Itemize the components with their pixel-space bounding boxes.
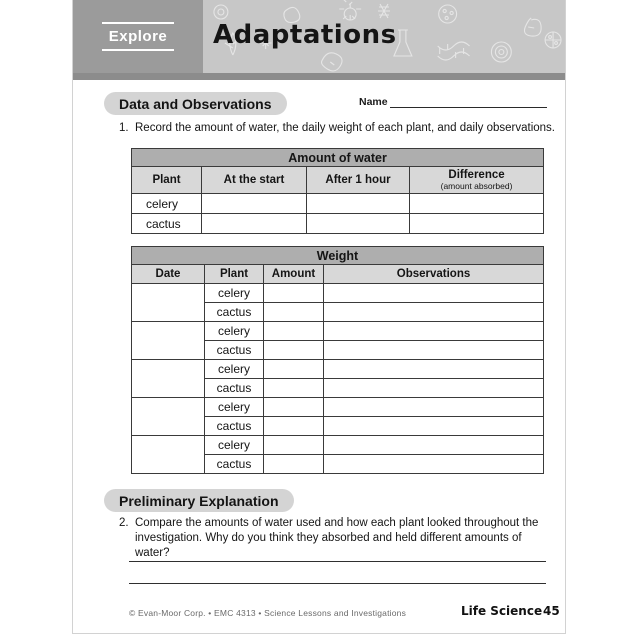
weight-amount-cell — [264, 341, 324, 360]
weight-amount-cell — [264, 417, 324, 436]
weight-observations-cell — [324, 417, 544, 436]
answer-line-1 — [129, 561, 546, 562]
section-preliminary-explanation: Preliminary Explanation — [104, 489, 294, 512]
water-table-title: Amount of water — [132, 149, 544, 167]
difference-subheader: (amount absorbed) — [440, 181, 513, 192]
answer-line-2 — [129, 583, 546, 584]
weight-plant-label: cactus — [205, 379, 264, 398]
weight-plant-label: cactus — [205, 303, 264, 322]
worksheet-title: Adaptations — [213, 20, 397, 50]
weight-plant-label: celery — [205, 360, 264, 379]
weight-amount-cell — [264, 322, 324, 341]
weight-col-date: Date — [132, 265, 205, 284]
weight-plant-label: cactus — [205, 455, 264, 474]
water-cactus-start-cell — [202, 214, 307, 234]
weight-date-cell — [132, 284, 205, 322]
question-2-number: 2. — [119, 517, 129, 529]
amount-of-water-table — [131, 148, 544, 234]
weight-amount-cell — [264, 284, 324, 303]
water-col-at-start: At the start — [202, 167, 307, 194]
subject-category: Life Science — [461, 604, 543, 618]
weight-amount-cell — [264, 303, 324, 322]
weight-date-cell — [132, 322, 205, 360]
weight-observations-cell — [324, 379, 544, 398]
water-row-cactus-label: cactus — [132, 214, 202, 234]
weight-plant-label: celery — [205, 322, 264, 341]
weight-observations-cell — [324, 436, 544, 455]
weight-amount-cell — [264, 436, 324, 455]
weight-date-cell — [132, 398, 205, 436]
question-2 — [119, 516, 559, 562]
weight-amount-cell — [264, 455, 324, 474]
weight-date-cell — [132, 360, 205, 398]
title-banner — [203, 0, 565, 73]
weight-col-observations: Observations — [324, 265, 544, 284]
name-blank-line — [390, 96, 547, 108]
worksheet-header — [73, 0, 565, 73]
water-col-difference — [410, 167, 544, 194]
weight-plant-label: cactus — [205, 417, 264, 436]
worksheet-page — [72, 0, 566, 634]
difference-header: Difference — [448, 169, 505, 182]
weight-table — [131, 246, 544, 474]
weight-amount-cell — [264, 360, 324, 379]
water-celery-start-cell — [202, 194, 307, 214]
weight-col-amount: Amount — [264, 265, 324, 284]
water-col-after-1-hour: After 1 hour — [307, 167, 410, 194]
water-row-celery-label: celery — [132, 194, 202, 214]
weight-observations-cell — [324, 398, 544, 417]
weight-plant-label: celery — [205, 284, 264, 303]
weight-observations-cell — [324, 303, 544, 322]
section-data-and-observations: Data and Observations — [104, 92, 287, 115]
weight-plant-label: celery — [205, 436, 264, 455]
question-2-text: Compare the amounts of water used and how each plant looked throughout the investigation. Why do you think they absorbed and held different amounts of water? — [135, 517, 539, 560]
weight-table-title: Weight — [132, 247, 544, 265]
explore-tab-label: Explore — [102, 22, 175, 51]
page-footer — [73, 604, 565, 624]
weight-observations-cell — [324, 322, 544, 341]
explore-tab-band — [73, 0, 203, 73]
name-label: Name — [359, 96, 388, 108]
weight-amount-cell — [264, 379, 324, 398]
weight-observations-cell — [324, 455, 544, 474]
water-cactus-difference-cell — [410, 214, 544, 234]
weight-plant-label: cactus — [205, 341, 264, 360]
question-1-text: Record the amount of water, the daily weight of each plant, and daily observations. — [135, 122, 556, 134]
copyright-credit: © Evan-Moor Corp. • EMC 4313 • Science Lessons and Investigations — [129, 608, 407, 618]
weight-observations-cell — [324, 284, 544, 303]
weight-observations-cell — [324, 341, 544, 360]
water-celery-after-cell — [307, 194, 410, 214]
water-celery-difference-cell — [410, 194, 544, 214]
weight-date-cell — [132, 436, 205, 474]
name-row — [359, 96, 547, 108]
question-1-number: 1. — [119, 122, 129, 134]
weight-observations-cell — [324, 360, 544, 379]
weight-amount-cell — [264, 398, 324, 417]
question-1 — [119, 121, 557, 136]
water-cactus-after-cell — [307, 214, 410, 234]
weight-plant-label: celery — [205, 398, 264, 417]
water-col-plant: Plant — [132, 167, 202, 194]
page-number: 45 — [543, 604, 560, 618]
header-shadow-strip — [73, 73, 565, 80]
weight-col-plant: Plant — [205, 265, 264, 284]
